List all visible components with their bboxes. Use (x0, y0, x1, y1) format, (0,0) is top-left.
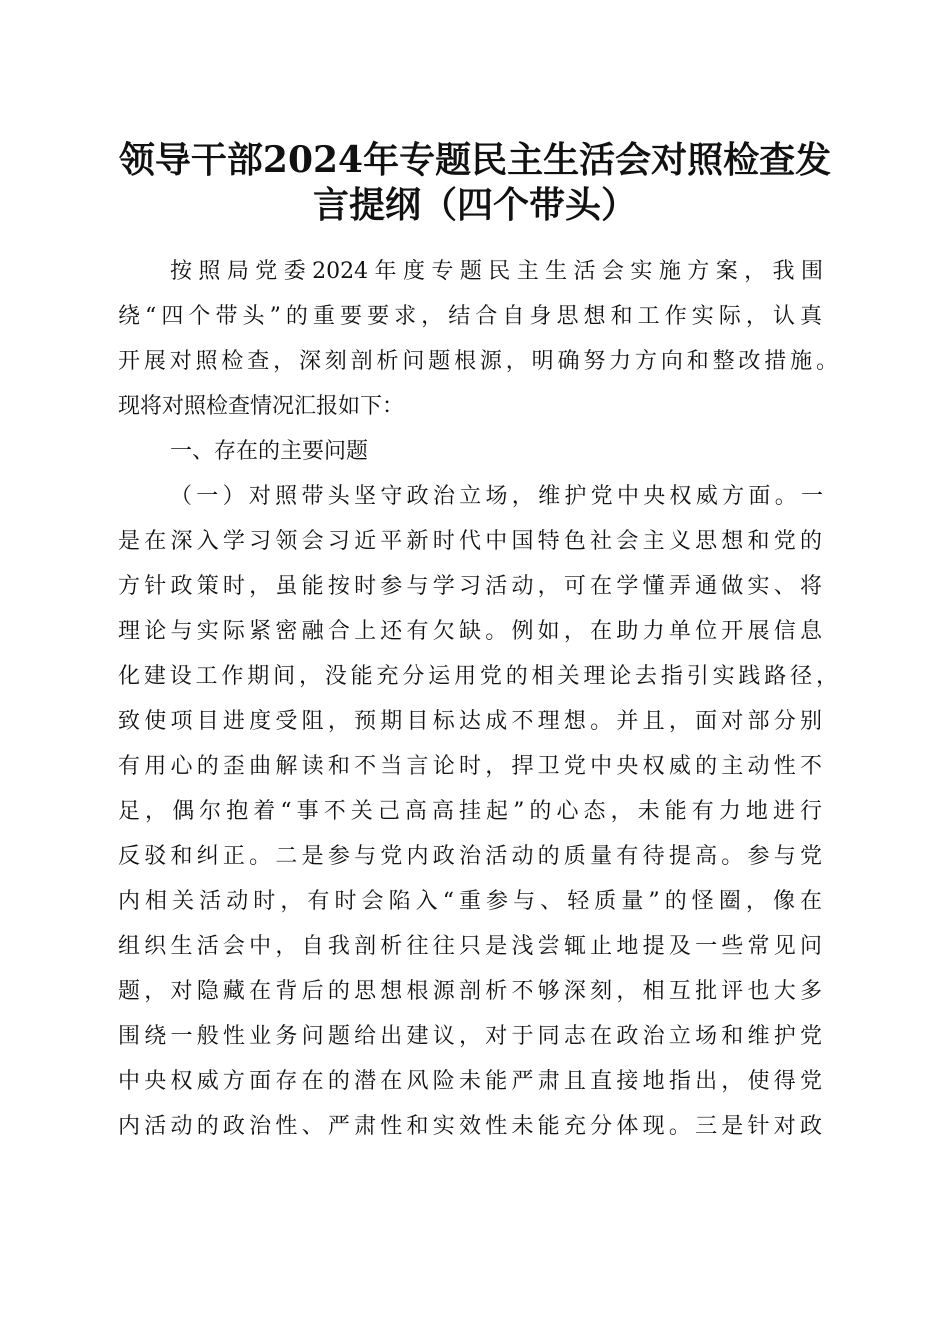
body-line-14: 中央权威方面存在的潜在风险未能严肃且直接地指出，使得党 (118, 1069, 822, 1094)
body-line-12: 题，对隐藏在背后的思想根源剖析不够深刻，相互批评也大多 (118, 979, 822, 1004)
document-title-line-2: 言提纲（四个带头） (312, 184, 637, 226)
body-line-9: 反驳和纠正。二是参与党内政治活动的质量有待提高。参与党 (118, 844, 822, 869)
body-line-3: 方针政策时，虽能按时参与学习活动，可在学懂弄通做实、将 (118, 574, 822, 599)
section-heading: 一、存在的主要问题 (170, 439, 369, 464)
intro-line-4: 现将对照检查情况汇报如下： (118, 394, 405, 419)
body-line-5: 化建设工作期间，没能充分运用党的相关理论去指引实践路径， (118, 664, 838, 689)
body-line-4: 理论与实际紧密融合上还有欠缺。例如，在助力单位开展信息 (118, 619, 822, 644)
body-line-8: 足，偶尔抱着“事不关己高高挂起”的心态，未能有力地进行 (118, 799, 822, 824)
document-title-line-1: 领导干部2024年专题民主生活会对照检查发 (118, 139, 832, 181)
intro-line-3: 开展对照检查，深刻剖析问题根源，明确努力方向和整改措施。 (118, 349, 838, 374)
body-line-6: 致使项目进度受阻，预期目标达成不理想。并且，面对部分别 (118, 709, 822, 734)
body-line-10: 内相关活动时，有时会陷入“重参与、轻质量”的怪圈，像在 (118, 889, 822, 914)
body-line-15: 内活动的政治性、严肃性和实效性未能充分体现。三是针对政 (118, 1114, 822, 1139)
body-line-1: （一）对照带头坚守政治立场，维护党中央权威方面。一 (170, 484, 823, 509)
body-line-7: 有用心的歪曲解读和不当言论时，捍卫党中央权威的主动性不 (118, 754, 822, 779)
body-line-13: 围绕一般性业务问题给出建议，对于同志在政治立场和维护党 (118, 1024, 822, 1049)
intro-line-1: 按照局党委2024年度专题民主生活会实施方案，我围 (170, 259, 823, 284)
body-line-2: 是在深入学习领会习近平新时代中国特色社会主义思想和党的 (118, 529, 822, 554)
intro-line-2: 绕“四个带头”的重要要求，结合自身思想和工作实际，认真 (118, 304, 822, 329)
body-line-11: 组织生活会中，自我剖析往往只是浅尝辄止地提及一些常见问 (118, 934, 822, 959)
